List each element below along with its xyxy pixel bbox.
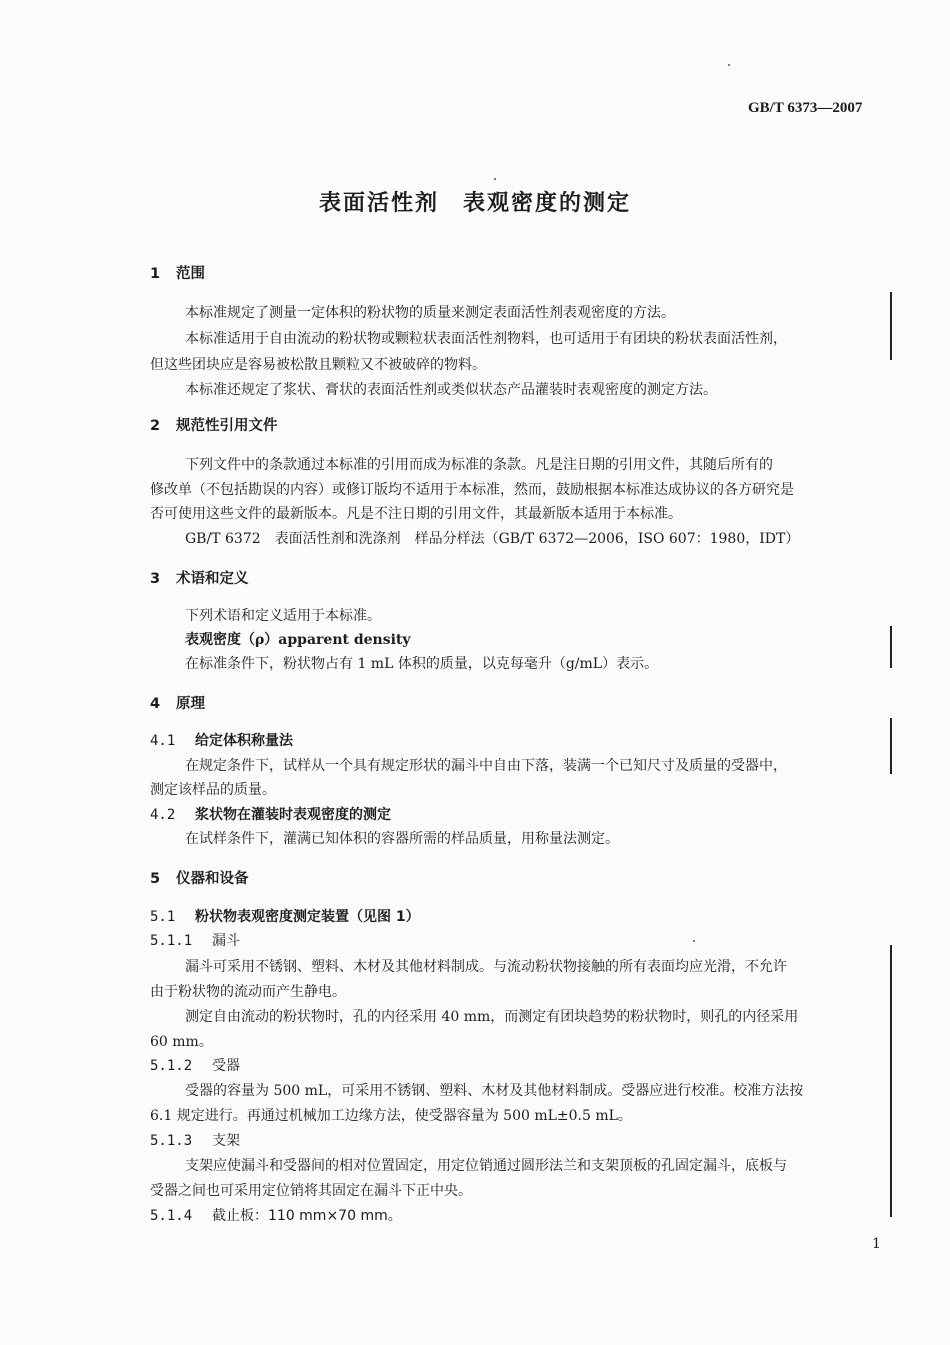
section-5-heading: [150, 867, 249, 888]
revision-bar: [890, 718, 892, 774]
subsection-title: 粉状物表观密度测定装置（见图 1）: [195, 909, 420, 925]
paragraph-line: 测定自由流动的粉状物时，孔的内径采用 40 mm，而测定有团块趋势的粉状物时，则孔的内径采用: [185, 1009, 799, 1025]
subsection-title: 受器: [212, 1058, 240, 1074]
scan-speck: [693, 940, 695, 942]
paragraph-line: 在试样条件下，灌满已知体积的容器所需的样品质量，用称量法测定。: [185, 831, 619, 847]
section-2-heading: [150, 414, 278, 435]
section-title: 范围: [176, 266, 205, 282]
subsection-number: 5.1.1: [150, 933, 193, 949]
section-number: 2: [150, 418, 161, 434]
paragraph-line: 受器的容量为 500 mL，可采用不锈钢、塑料、木材及其他材料制成。受器应进行校准。校准方法按: [185, 1083, 804, 1099]
subsection-number: 5.1.2: [150, 1058, 193, 1074]
section-4-heading: [150, 692, 205, 713]
reference-line: GB/T 6372 表面活性剂和洗涤剂 样品分样法（GB/T 6372—2006，ISO 607：1980，IDT）: [185, 531, 800, 547]
revision-bar: [890, 626, 892, 668]
paragraph-line: 下列术语和定义适用于本标准。: [185, 608, 381, 624]
subsection-number: 4.2: [150, 807, 176, 823]
section-title: 原理: [176, 696, 205, 712]
paragraph-line: 60 mm。: [150, 1034, 213, 1050]
paragraph-line: 修改单（不包括勘误的内容）或修订版均不适用于本标准，然而，鼓励根据本标准达成协议的各方研究是: [150, 482, 794, 498]
paragraph-line: 否可使用这些文件的最新版本。凡是不注日期的引用文件，其最新版本适用于本标准。: [150, 506, 682, 522]
page-number: 1: [872, 1236, 881, 1252]
paragraph-line: 漏斗可采用不锈钢、塑料、木材及其他材料制成。与流动粉状物接触的所有表面均应光滑，不允许: [185, 959, 787, 975]
section-title: 术语和定义: [176, 571, 249, 587]
scan-speck: [494, 178, 496, 180]
subsection-4-1-heading: [150, 730, 293, 750]
standard-number: GB/T 6373—2007: [748, 100, 863, 116]
paragraph-line: 但这些团块应是容易被松散且颗粒又不被破碎的物料。: [150, 357, 486, 373]
paragraph-line: 由于粉状物的流动而产生静电。: [150, 984, 346, 1000]
subsection-4-2-heading: [150, 804, 391, 824]
subsection-text: 截止板：110 mm×70 mm。: [212, 1208, 402, 1224]
subsection-5-1-2-heading: [150, 1055, 240, 1075]
scan-speck: [728, 64, 730, 66]
term-definition: 在标准条件下，粉状物占有 1 mL 体积的质量，以克每毫升（g/mL）表示。: [185, 656, 659, 672]
section-number: 4: [150, 696, 161, 712]
subsection-title: 给定体积称量法: [195, 733, 293, 749]
subsection-5-1-4: [150, 1205, 402, 1225]
paragraph-line: 下列文件中的条款通过本标准的引用而成为标准的条款。凡是注日期的引用文件，其随后所有的: [185, 457, 773, 473]
section-number: 5: [150, 871, 161, 887]
revision-bar: [890, 292, 892, 360]
paragraph-line: 本标准适用于自由流动的粉状物或颗粒状表面活性剂物料，也可适用于有团块的粉状表面活性剂，: [185, 331, 787, 347]
subsection-5-1-1-heading: [150, 930, 240, 950]
section-3-heading: [150, 567, 249, 588]
subsection-title: 支架: [212, 1133, 240, 1149]
subsection-number: 4.1: [150, 733, 176, 749]
paragraph-line: 测定该样品的质量。: [150, 782, 276, 798]
paragraph-line: 在规定条件下，试样从一个具有规定形状的漏斗中自由下落，装满一个已知尺寸及质量的受器中，: [185, 758, 787, 774]
section-title: 仪器和设备: [176, 871, 249, 887]
subsection-title: 漏斗: [212, 933, 240, 949]
subsection-number: 5.1.3: [150, 1133, 193, 1149]
section-1-heading: [150, 262, 205, 283]
paragraph-line: 本标准规定了测量一定体积的粉状物的质量来测定表面活性剂表观密度的方法。: [185, 305, 675, 321]
paragraph-line: 支架应使漏斗和受器间的相对位置固定，用定位销通过圆形法兰和支架顶板的孔固定漏斗，底板与: [185, 1158, 787, 1174]
subsection-5-1-3-heading: [150, 1130, 240, 1150]
revision-bar: [890, 945, 892, 1217]
subsection-number: 5.1: [150, 909, 176, 925]
paragraph-line: 6.1 规定进行。再通过机械加工边缘方法，使受器容量为 500 mL±0.5 mL。: [150, 1108, 632, 1124]
section-title: 规范性引用文件: [176, 418, 278, 434]
subsection-5-1-heading: [150, 906, 420, 926]
page-title: 表面活性剂 表观密度的测定: [318, 191, 631, 216]
subsection-title: 浆状物在灌装时表观密度的测定: [195, 807, 391, 823]
subsection-number: 5.1.4: [150, 1208, 193, 1224]
section-number: 3: [150, 571, 161, 587]
term-entry: 表观密度（ρ）apparent density: [185, 632, 411, 648]
paragraph-line: 受器之间也可采用定位销将其固定在漏斗下正中央。: [150, 1183, 472, 1199]
section-number: 1: [150, 266, 161, 282]
paragraph-line: 本标准还规定了浆状、膏状的表面活性剂或类似状态产品灌装时表观密度的测定方法。: [185, 382, 717, 398]
